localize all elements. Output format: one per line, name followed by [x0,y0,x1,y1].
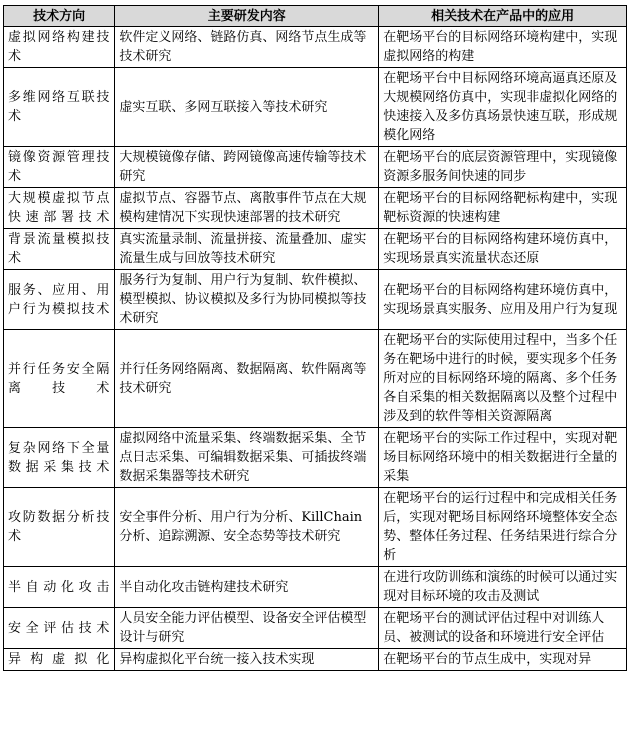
cell-application: 在靶场平台的目标网络构建环境仿真中，实现场景真实服务、应用及用户行为复现 [379,270,627,330]
cell-application: 在靶场平台的底层资源管理中，实现镜像资源多服务间快速的同步 [379,147,627,188]
cell-direction: 镜像资源管理技术 [4,147,115,188]
cell-content: 真实流量录制、流量拼接、流量叠加、虚实流量生成与回放等技术研究 [115,229,379,270]
cell-content: 软件定义网络、链路仿真、网络节点生成等技术研究 [115,27,379,68]
cell-application: 在靶场平台的目标网络环境构建中，实现虚拟网络的构建 [379,27,627,68]
cell-application: 在靶场平台的实际工作过程中，实现对靶场目标网络环境中的相关数据进行全量的采集 [379,428,627,488]
table-row [4,229,627,270]
table-row [4,270,627,330]
cell-application: 在进行攻防训练和演练的时候可以通过实现对目标环境的攻击及测试 [379,567,627,608]
cell-direction: 背景流量模拟技术 [4,229,115,270]
header-product-application: 相关技术在产品中的应用 [379,6,627,27]
cell-direction: 虚拟网络构建技术 [4,27,115,68]
cell-direction: 多维网络互联技术 [4,68,115,147]
cell-content: 安全事件分析、用户行为分析、KillChain 分析、追踪溯源、安全态势等技术研究 [115,488,379,567]
cell-content: 大规模镜像存储、跨网镜像高速传输等技术研究 [115,147,379,188]
cell-direction: 并行任务安全隔离技术 [4,330,115,428]
table-row [4,188,627,229]
table-header-row [4,6,627,27]
table-row [4,428,627,488]
cell-content: 并行任务网络隔离、数据隔离、软件隔离等技术研究 [115,330,379,428]
table-row [4,488,627,567]
cell-direction: 攻防数据分析技术 [4,488,115,567]
cell-direction: 服务、应用、用户行为模拟技术 [4,270,115,330]
cell-content: 异构虚拟化平台统一接入技术实现 [115,649,379,671]
cell-direction: 复杂网络下全量数据采集技术 [4,428,115,488]
technology-table [3,5,627,671]
table-row [4,608,627,649]
cell-content: 虚拟网络中流量采集、终端数据采集、全节点日志采集、可编辑数据采集、可插拔终端数据采集器等技术研究 [115,428,379,488]
cell-direction: 大规模虚拟节点快速部署技术 [4,188,115,229]
table-row [4,68,627,147]
table-row [4,649,627,671]
cell-application: 在靶场平台中目标网络环境高逼真还原及大规模网络仿真中，实现非虚拟化网络的快速接入及多仿真场景快速互联，形成规模化网络 [379,68,627,147]
cell-content: 虚实互联、多网互联接入等技术研究 [115,68,379,147]
cell-application: 在靶场平台的节点生成中，实现对异 [379,649,627,671]
table-row [4,27,627,68]
table-row [4,567,627,608]
cell-application: 在靶场平台的实际使用过程中，当多个任务在靶场中进行的时候，要实现多个任务所对应的目标网络环境的隔离、多个任务各自采集的相关数据隔离以及整个过程中涉及到的软件等相关资源隔离 [379,330,627,428]
cell-content: 虚拟节点、容器节点、离散事件节点在大规模构建情况下实现快速部署的技术研究 [115,188,379,229]
cell-content: 人员安全能力评估模型、设备安全评估模型设计与研究 [115,608,379,649]
table-row [4,330,627,428]
cell-application: 在靶场平台的目标网络构建环境仿真中，实现场景真实流量状态还原 [379,229,627,270]
cell-content: 半自动化攻击链构建技术研究 [115,567,379,608]
cell-direction: 异构虚拟化 [4,649,115,671]
header-tech-direction: 技术方向 [4,6,115,27]
cell-direction: 安全评估技术 [4,608,115,649]
cell-application: 在靶场平台的运行过程中和完成相关任务后，实现对靶场目标网络环境整体安全态势、整体任务过程、任务结果进行综合分析 [379,488,627,567]
header-main-research: 主要研发内容 [115,6,379,27]
table-row [4,147,627,188]
cell-application: 在靶场平台的目标网络靶标构建中，实现靶标资源的快速构建 [379,188,627,229]
cell-direction: 半自动化攻击 [4,567,115,608]
cell-content: 服务行为复制、用户行为复制、软件模拟、模型模拟、协议模拟及多行为协同模拟等技术研究 [115,270,379,330]
cell-application: 在靶场平台的测试评估过程中对训练人员、被测试的设备和环境进行安全评估 [379,608,627,649]
